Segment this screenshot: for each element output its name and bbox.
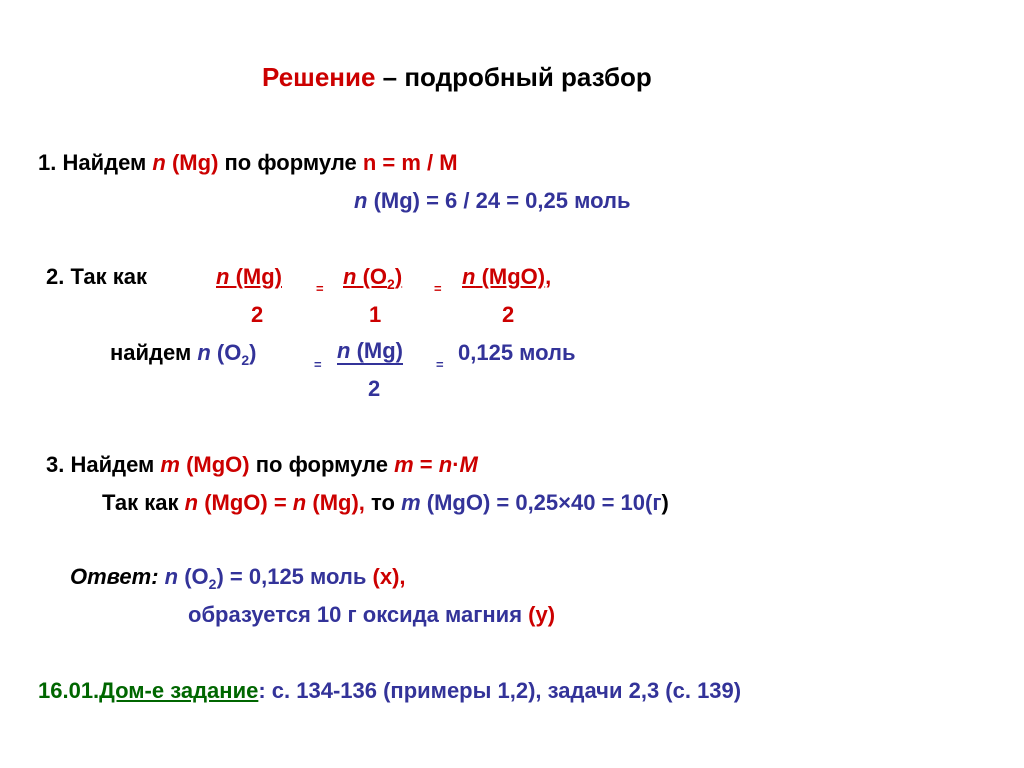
slide-title	[262, 64, 652, 90]
step3-label: 3. Найдем	[46, 452, 161, 477]
step3-since-label: Так как	[102, 490, 185, 515]
step2-frac-num: n (Mg)	[337, 338, 403, 363]
step3-m: m	[160, 452, 180, 477]
step1-calc	[354, 188, 630, 214]
step2-n-mgo: n (MgO),	[462, 264, 552, 289]
homework-line	[38, 678, 741, 704]
title-rest: – подробный разбор	[375, 62, 652, 92]
step2-find-n: n	[197, 340, 211, 365]
step2-denom-2: 1	[369, 302, 382, 327]
step2-n-mg-rest: (Mg)	[229, 264, 282, 289]
step2-frac-den: 2	[368, 376, 381, 401]
step1-n: n	[152, 150, 166, 175]
step2-o2-sub: 2	[387, 276, 395, 292]
answer-line: Ответ: n $(O_2) = 0,125$ моль (х),	[70, 564, 406, 592]
answer-label: Ответ:	[70, 564, 159, 589]
step1-by-formula: по формуле	[218, 150, 363, 175]
step3-since: Так как n (MgO) = n (Mg), то m (MgO) = 0,25×40 = 10(г)	[102, 490, 669, 515]
answer-o2-sub: 2	[208, 576, 217, 592]
answer-x: (х),	[372, 564, 406, 589]
step2-denom-1: 2	[251, 302, 264, 327]
step2-n-mg: n (Mg)	[216, 264, 282, 289]
step3-by-formula: по формуле	[249, 452, 395, 477]
step2-result: 0,125 моль	[458, 340, 576, 365]
step1-calc-n: n	[354, 188, 368, 213]
step1-label: 1. Найдем	[38, 150, 153, 175]
homework-date: 16.01.	[38, 678, 100, 703]
step2-n-o2: n $(O_2)$	[343, 264, 403, 292]
step3-mgo: (MgO)	[179, 452, 250, 477]
homework-rest: : с. 134-136 (примеры 1,2), задачи 2,3 (с. 139)	[258, 678, 742, 703]
step1-formula: n = m / M	[362, 150, 458, 175]
step1-line	[38, 150, 458, 176]
answer-line2: образуется 10 г оксида магния (у)	[188, 602, 556, 627]
step2-eq4: =	[436, 357, 444, 372]
step2-eq2: =	[434, 281, 442, 296]
step1-calc-rest: (Mg) = 6 / 24 = 0,25 моль	[367, 188, 631, 213]
homework-label: Дом-е задание	[99, 678, 259, 703]
answer-y: (у)	[528, 602, 556, 627]
title-prefix: Решение	[262, 62, 376, 92]
step2-eq1: =	[316, 281, 324, 296]
step2-comma: ,	[545, 264, 552, 289]
step3-line: 3. Найдем m (MgO) по формуле m = n·M	[46, 452, 478, 477]
step2-find-o2-sub: 2	[241, 352, 250, 368]
step2-find-label: найдем	[110, 340, 198, 365]
step1-mg: (Mg)	[165, 150, 219, 175]
step2-label: 2. Так как	[46, 264, 147, 289]
step2-denom-3: 2	[502, 302, 515, 327]
step2-eq3: =	[314, 357, 322, 372]
step2-find: найдем n $(O_2)$	[110, 340, 257, 368]
